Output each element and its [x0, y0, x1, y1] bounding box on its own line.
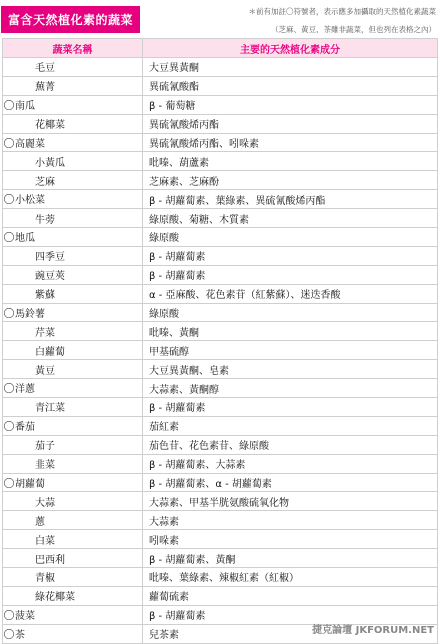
phytochemical-cell: 綠原酸 [143, 228, 438, 247]
table-body [3, 58, 438, 644]
vegetable-name-cell [3, 473, 143, 492]
phytochemical-cell: 兒茶素 [143, 624, 438, 643]
phytochemical-cell: β - 胡蘿蔔素 [143, 246, 438, 265]
vegetable-name: 花椰菜 [35, 120, 65, 132]
phytochemical-cell: β - 胡蘿蔔素、黃酮 [143, 549, 438, 568]
vegetable-name-cell [3, 511, 143, 530]
vegetable-name: 牛蒡 [35, 214, 55, 226]
phytochemical-cell: 茄紅素 [143, 416, 438, 435]
table-row [3, 76, 438, 95]
table-row [3, 322, 438, 341]
phytochemical-cell: 吡嗪、葉綠素、辣椒紅素（紅椒） [143, 568, 438, 587]
vegetable-name-cell [3, 228, 143, 247]
vegetable-name: 紫蘇 [35, 290, 55, 302]
table-row [3, 152, 438, 171]
recommended-mark: 〇 [3, 230, 15, 244]
vegetable-name: 白菜 [35, 535, 55, 547]
note-non-vegetable: （芝麻、黃豆、茶雖非蔬菜，但也列在表格之內） [271, 25, 436, 34]
vegetable-name-cell [3, 171, 143, 190]
header-vegetable-name: 蔬菜名稱 [3, 39, 143, 58]
table-row [3, 360, 438, 379]
vegetable-name-cell [3, 416, 143, 435]
recommended-mark: 〇 [3, 306, 15, 320]
vegetable-name: 巴西利 [35, 554, 65, 566]
table-title: 富含天然植化素的蔬菜 [1, 6, 140, 33]
phytochemical-cell: 綠原酸 [143, 303, 438, 322]
phytochemical-cell: 異硫氰酸烯丙酯、吲哚素 [143, 133, 438, 152]
table-row [3, 568, 438, 587]
phytochemical-cell: 大豆異黃酮、皂素 [143, 360, 438, 379]
vegetable-name-cell [3, 341, 143, 360]
vegetable-name-cell [3, 58, 143, 77]
phytochemical-cell: 甲基硫醇 [143, 341, 438, 360]
vegetable-name: 小黃瓜 [35, 157, 65, 169]
vegetable-name: 芹菜 [35, 327, 55, 339]
vegetable-name-cell [3, 114, 143, 133]
vegetable-name-cell [3, 303, 143, 322]
phytochemical-cell: β - 胡蘿蔔素 [143, 265, 438, 284]
table-row [3, 246, 438, 265]
table-row [3, 58, 438, 77]
vegetable-name: 豌豆莢 [35, 271, 65, 283]
table-row [3, 341, 438, 360]
vegetable-name-cell [3, 360, 143, 379]
vegetable-name-cell [3, 605, 143, 624]
phytochemical-cell: β - 胡蘿蔔素、大蒜素 [143, 454, 438, 473]
vegetable-name-cell [3, 549, 143, 568]
vegetable-name: 毛豆 [35, 63, 55, 75]
vegetable-name-cell [3, 95, 143, 114]
recommended-mark: 〇 [3, 193, 15, 207]
vegetable-name: 馬鈴薯 [15, 308, 45, 320]
table-row [3, 473, 438, 492]
vegetable-name-cell [3, 398, 143, 417]
phytochemical-cell: 吲哚素 [143, 530, 438, 549]
vegetable-name-cell [3, 209, 143, 228]
phytochemical-cell: 大蒜素 [143, 511, 438, 530]
table-row [3, 492, 438, 511]
table-row [3, 586, 438, 605]
phytochemical-cell: 吡嗪、葫蘆素 [143, 152, 438, 171]
vegetable-name: 芝麻 [35, 176, 55, 188]
vegetable-name: 青江菜 [35, 403, 65, 415]
table-header-row [3, 39, 438, 58]
vegetable-name: 洋蔥 [15, 384, 35, 396]
vegetable-name-cell [3, 322, 143, 341]
vegetable-name-cell [3, 190, 143, 209]
phytochemical-cell: 大蒜素、黃酮醇 [143, 379, 438, 398]
table-row [3, 511, 438, 530]
vegetable-name: 胡蘿蔔 [15, 478, 45, 490]
vegetable-name: 四季豆 [35, 252, 65, 264]
vegetable-name: 蕪菁 [35, 82, 55, 94]
watermark: 捷克論壇 JKFORUM.NET [312, 625, 434, 636]
table-row [3, 171, 438, 190]
vegetable-name-cell [3, 152, 143, 171]
phytochemical-table [2, 38, 438, 644]
table-row [3, 95, 438, 114]
phytochemical-cell: α - 亞麻酸、花色素苷（紅紫蘇）、迷迭香酸 [143, 284, 438, 303]
phytochemical-cell: β - 胡蘿蔔素 [143, 605, 438, 624]
table-row [3, 379, 438, 398]
table-row [3, 209, 438, 228]
table-row [3, 228, 438, 247]
phytochemical-cell: 蘿蔔硫素 [143, 586, 438, 605]
table-row [3, 398, 438, 417]
phytochemical-cell: 茄色苷、花色素苷、綠原酸 [143, 435, 438, 454]
table-row [3, 133, 438, 152]
note-mark-explanation: ＊前有加註〇符號者，表示應多加攝取的天然植化素蔬菜 [248, 7, 436, 16]
vegetable-name-cell [3, 133, 143, 152]
table-row [3, 190, 438, 209]
vegetable-name: 蔥 [35, 516, 45, 528]
vegetable-name-cell [3, 568, 143, 587]
vegetable-name-cell [3, 265, 143, 284]
table-row [3, 416, 438, 435]
vegetable-name: 茶 [15, 629, 25, 641]
vegetable-name: 大蒜 [35, 497, 55, 509]
vegetable-name-cell [3, 435, 143, 454]
vegetable-name-cell [3, 246, 143, 265]
phytochemical-cell: β - 胡蘿蔔素 [143, 398, 438, 417]
vegetable-name-cell [3, 76, 143, 95]
phytochemical-cell: β - 葡萄糖 [143, 95, 438, 114]
table-row [3, 303, 438, 322]
vegetable-name: 白蘿蔔 [35, 346, 65, 358]
table-row [3, 284, 438, 303]
vegetable-name: 南瓜 [15, 100, 35, 112]
vegetable-name: 黃豆 [35, 365, 55, 377]
table-row [3, 549, 438, 568]
vegetable-name: 綠花椰菜 [35, 592, 75, 604]
vegetable-name: 茄子 [35, 441, 55, 453]
recommended-mark: 〇 [3, 627, 15, 641]
table-row [3, 454, 438, 473]
vegetable-name-cell [3, 492, 143, 511]
vegetable-name: 高麗菜 [15, 138, 45, 150]
phytochemical-cell: 大蒜素、甲基半胱氨酸硫氧化物 [143, 492, 438, 511]
phytochemical-cell: β - 胡蘿蔔素、葉綠素、異硫氰酸烯丙酯 [143, 190, 438, 209]
phytochemical-cell: 芝麻素、芝麻酚 [143, 171, 438, 190]
table-row [3, 114, 438, 133]
recommended-mark: 〇 [3, 419, 15, 433]
recommended-mark: 〇 [3, 608, 15, 622]
vegetable-name: 小松菜 [15, 195, 45, 207]
vegetable-name-cell [3, 284, 143, 303]
header-phytochemical: 主要的天然植化素成分 [143, 39, 438, 58]
vegetable-name-cell [3, 454, 143, 473]
recommended-mark: 〇 [3, 136, 15, 150]
vegetable-name: 番茄 [15, 421, 35, 433]
vegetable-name: 韭菜 [35, 460, 55, 472]
phytochemical-cell: 大豆異黃酮 [143, 58, 438, 77]
recommended-mark: 〇 [3, 382, 15, 396]
recommended-mark: 〇 [3, 98, 15, 112]
vegetable-name-cell [3, 624, 143, 643]
vegetable-name-cell [3, 586, 143, 605]
vegetable-name-cell [3, 530, 143, 549]
vegetable-name-cell [3, 379, 143, 398]
vegetable-name: 地瓜 [15, 232, 35, 244]
phytochemical-cell: 異硫氰酸烯丙酯 [143, 114, 438, 133]
phytochemical-cell: β - 胡蘿蔔素、α - 胡蘿蔔素 [143, 473, 438, 492]
vegetable-name: 菠菜 [15, 610, 35, 622]
recommended-mark: 〇 [3, 476, 15, 490]
table-row [3, 530, 438, 549]
table-row [3, 265, 438, 284]
phytochemical-cell: 吡嗪、黃酮 [143, 322, 438, 341]
phytochemical-cell: 綠原酸、菊糖、木質素 [143, 209, 438, 228]
table-row [3, 435, 438, 454]
phytochemical-cell: 異硫氰酸酯 [143, 76, 438, 95]
vegetable-name: 青椒 [35, 573, 55, 585]
